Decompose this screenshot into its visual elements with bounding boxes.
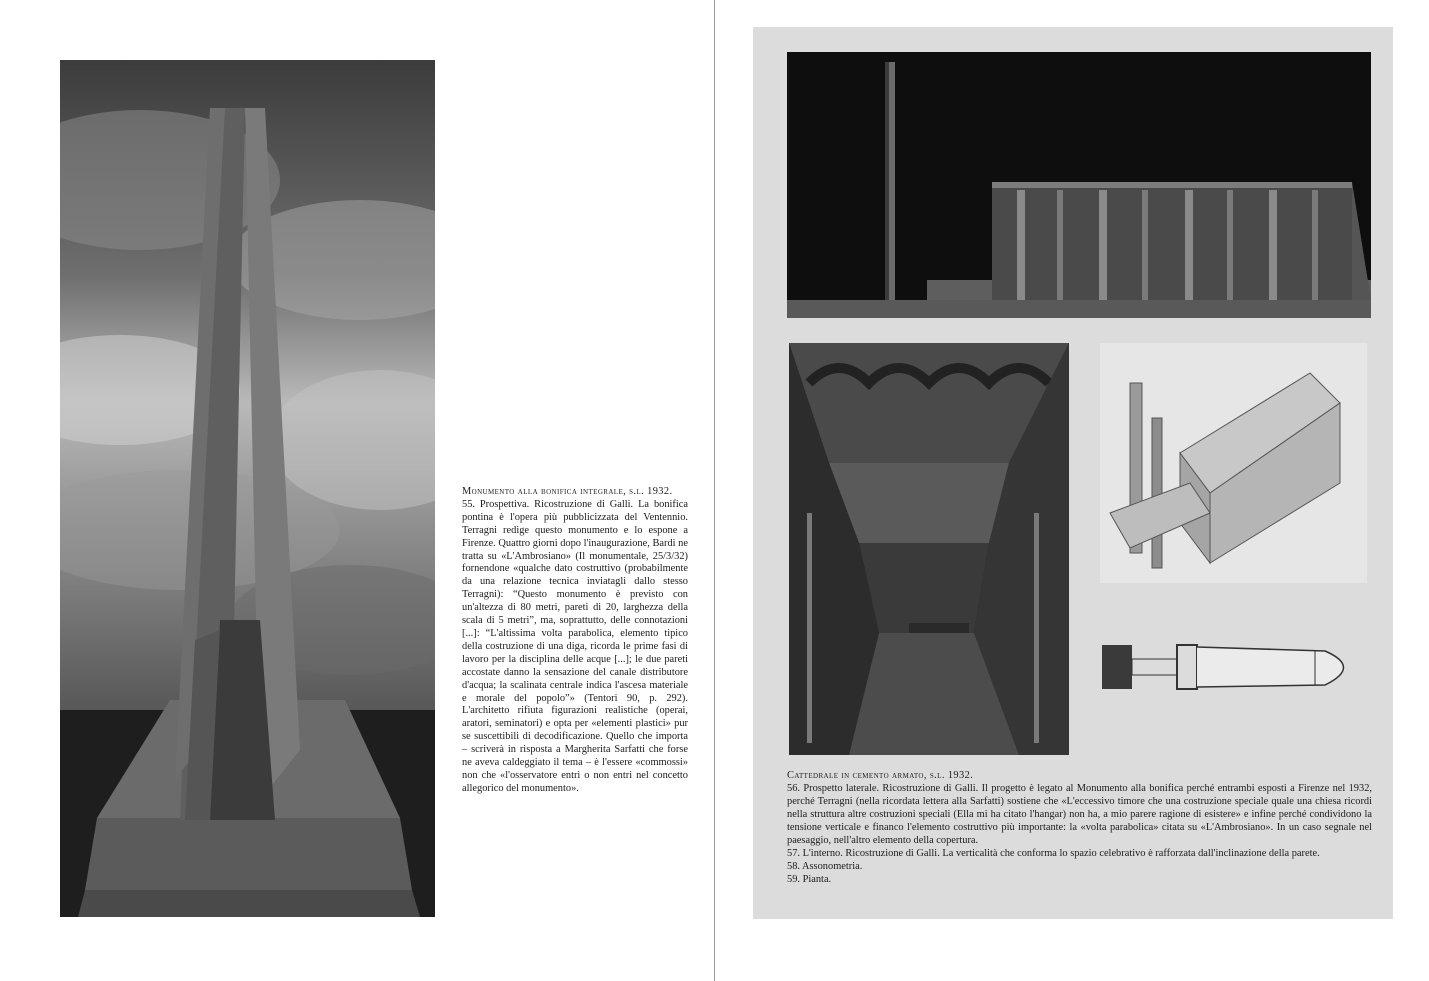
cathedral-interior-image — [789, 343, 1069, 755]
figure-59-plan — [1100, 637, 1367, 697]
plan-image — [1100, 637, 1367, 697]
caption-heading-monumento: Monumento alla bonifica integrale, s.l. 1932. — [462, 486, 673, 497]
monument-image — [60, 60, 435, 917]
figure-57-interior — [789, 343, 1069, 755]
caption-figures-56-59 — [787, 769, 1372, 886]
caption-item-56: 56. Prospetto laterale. Ricostruzione di Galli. Il progetto è legato al Monumento alla bonifica perché entrambi esposti a Firenze nel 1932, perché Terragni (nella ricordata lettera alla Sarfatti) sostiene che «L'eccessivo timore che una costruzione speciale quale una chiesa ricordi nella struttura altre costruzioni speciali (Ella mi ha citato l'hangar) non ha, a mio parere ragione di esistere» e infine perché condividono la tensione verticale e financo l'elemento costruttivo più importante: la «volta parabolica» citata su «L'Ambrosiano». In un caso segnale nel paesaggio, nell'altro elemento della copertura. — [787, 783, 1372, 846]
figure-55-monument-perspective — [60, 60, 435, 917]
caption-heading-cattedrale: Cattedrale in cemento armato, s.l. 1932. — [787, 770, 974, 781]
cathedral-elevation-image — [787, 52, 1371, 318]
axonometry-image — [1100, 343, 1367, 583]
figure-56-lateral-elevation — [787, 52, 1371, 318]
caption-figure-55 — [462, 486, 688, 796]
caption-body-55: 55. Prospettiva. Ricostruzione di Galli. La bonifica pontina è l'opera più pubblicizzata del Ventennio. Terragni redige questo monumento e lo espone a Firenze. Quattro giorni dopo l'inaugurazione, Bardi ne tratta su «L'Ambrosiano» (Il monumentale, 25/3/32) fornendone «qualche dato costruttivo (probabilmente da una relazione tecnica inviatagli dallo stesso Terragni): “Questo monumento è previsto con un'altezza di 80 metri, pareti di 20, larghezza della scala di 5 metri”, ma, soprattutto, delle connotazioni [...]: “L'altissima volta parabolica, elemento tipico della costruzione di una diga, ricorda le prime fasi di lavoro per la disciplina delle acque [...]; le due pareti accostate danno la sensazione del canale distributore d'acqua; la scalinata centrale indica l'ascesa materiale e morale del popolo”» (Tentori 90, p. 292). L'architetto rifiuta figurazioni realistiche (operai, aratori, seminatori) e opta per «elementi plastici» pur se suscettibili di decodificazione. Quello che importa – scriverà in risposta a Margherita Sarfatti che forse ne aveva caldeggiato il tema – è l'essere «commossi» non che «l'osservatore entri o non entri nel concetto allegorico del monumento». — [462, 498, 688, 794]
book-spine — [714, 0, 715, 981]
left-page — [0, 0, 714, 981]
caption-item-59: 59. Pianta. — [787, 874, 832, 885]
caption-item-58: 58. Assonometria. — [787, 861, 863, 872]
caption-item-57: 57. L'interno. Ricostruzione di Galli. La verticalità che conforma lo spazio celebrativo è rafforzata dall'inclinazione della parete. — [787, 848, 1320, 859]
figure-58-axonometry — [1100, 343, 1367, 583]
